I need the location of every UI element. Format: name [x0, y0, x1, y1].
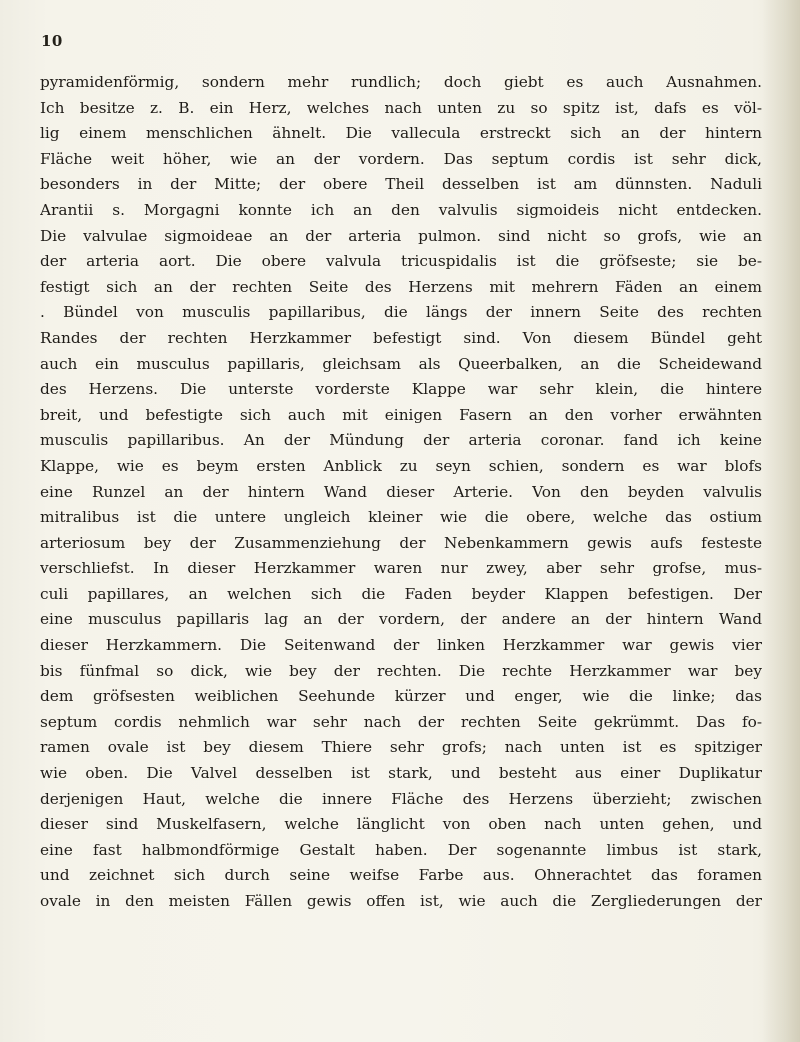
text-line: Klappe, wie es beym ersten Anblick zu seyn schien, sondern es war blofs [40, 456, 762, 475]
text-line: Randes der rechten Herzkammer befestigt sind. Von diesem Bündel geht [40, 328, 762, 347]
text-line: eine fast halbmondförmige Gestalt haben. Der sogenannte limbus ist stark, [40, 840, 762, 859]
text-line: eine musculus papillaris lag an der vordern, der andere an der hintern Wand [40, 610, 762, 629]
text-line: septum cordis nehmlich war sehr nach der rechten Seite gekrümmt. Das fo- [40, 712, 762, 731]
text-line: der arteria aort. Die obere valvula tricuspidalis ist die gröfseste; sie be- [40, 252, 762, 271]
text-line: breit, und befestigte sich auch mit einigen Fasern an den vorher erwähnten [40, 405, 762, 424]
text-line: Fläche weit höher, wie an der vordern. Das septum cordis ist sehr dick, [40, 149, 762, 168]
text-line: und zeichnet sich durch seine weifse Farbe aus. Ohnerachtet das foramen [40, 866, 762, 885]
text-line: dieser Herzkammern. Die Seitenwand der linken Herzkammer war gewis vier [40, 636, 762, 655]
text-line: ramen ovale ist bey diesem Thiere sehr grofs; nach unten ist es spitziger [40, 738, 762, 757]
text-line: wie oben. Die Valvel desselben ist stark, und besteht aus einer Duplikatur [40, 764, 762, 783]
text-line: lig einem menschlichen ähnelt. Die vallecula erstreckt sich an der hintern [40, 124, 762, 143]
text-line: derjenigen Haut, welche die innere Fläche des Herzens überzieht; zwischen [40, 789, 762, 808]
text-line: Die valvulae sigmoideae an der arteria pulmon. sind nicht so grofs, wie an [40, 226, 762, 245]
text-line: eine Runzel an der hintern Wand dieser Arterie. Von den beyden valvulis [40, 482, 762, 501]
text-line: Ich besitze z. B. ein Herz, welches nach unten zu so spitz ist, dafs es völ- [40, 98, 762, 117]
text-line: des Herzens. Die unterste vorderste Klappe war sehr klein, die hintere [40, 380, 762, 399]
text-line: pyramidenförmig, sondern mehr rundlich; doch giebt es auch Ausnahmen. [40, 73, 762, 91]
text-line: . Bündel von musculis papillaribus, die längs der innern Seite des rechten [40, 303, 762, 322]
text-line: culi papillares, an welchen sich die Faden beyder Klappen befestigen. Der [40, 584, 762, 603]
text-line: musculis papillaribus. An der Mündung der arteria coronar. fand ich keine [40, 431, 762, 450]
page-number: 10 [41, 32, 63, 50]
body-text [40, 70, 762, 915]
text-line: mitralibus ist die untere ungleich kleiner wie die obere, welche das ostium [40, 508, 762, 527]
text-line: verschliefst. In dieser Herzkammer waren nur zwey, aber sehr grofse, mus- [40, 559, 762, 578]
text-line: dieser sind Muskelfasern, welche länglicht von oben nach unten gehen, und [40, 815, 762, 834]
text-line: festigt sich an der rechten Seite des Herzens mit mehrern Fäden an einem [40, 277, 762, 296]
text-line: ovale in den meisten Fällen gewis offen ist, wie auch die Zergliederungen der [40, 892, 762, 910]
text-line: bis fünfmal so dick, wie bey der rechten. Die rechte Herzkammer war bey [40, 661, 762, 680]
text-line: besonders in der Mitte; der obere Theil desselben ist am dünnsten. Naduli [40, 175, 762, 194]
text-line: arteriosum bey der Zusammenziehung der Nebenkammern gewis aufs festeste [40, 533, 762, 552]
text-line: Arantii s. Morgagni konnte ich an den valvulis sigmoideis nicht entdecken. [40, 200, 762, 219]
text-line: dem gröfsesten weiblichen Seehunde kürzer und enger, wie die linke; das [40, 687, 762, 706]
page-edge-shadow [762, 0, 800, 1042]
text-line: auch ein musculus papillaris, gleichsam als Queerbalken, an die Scheidewand [40, 354, 762, 373]
